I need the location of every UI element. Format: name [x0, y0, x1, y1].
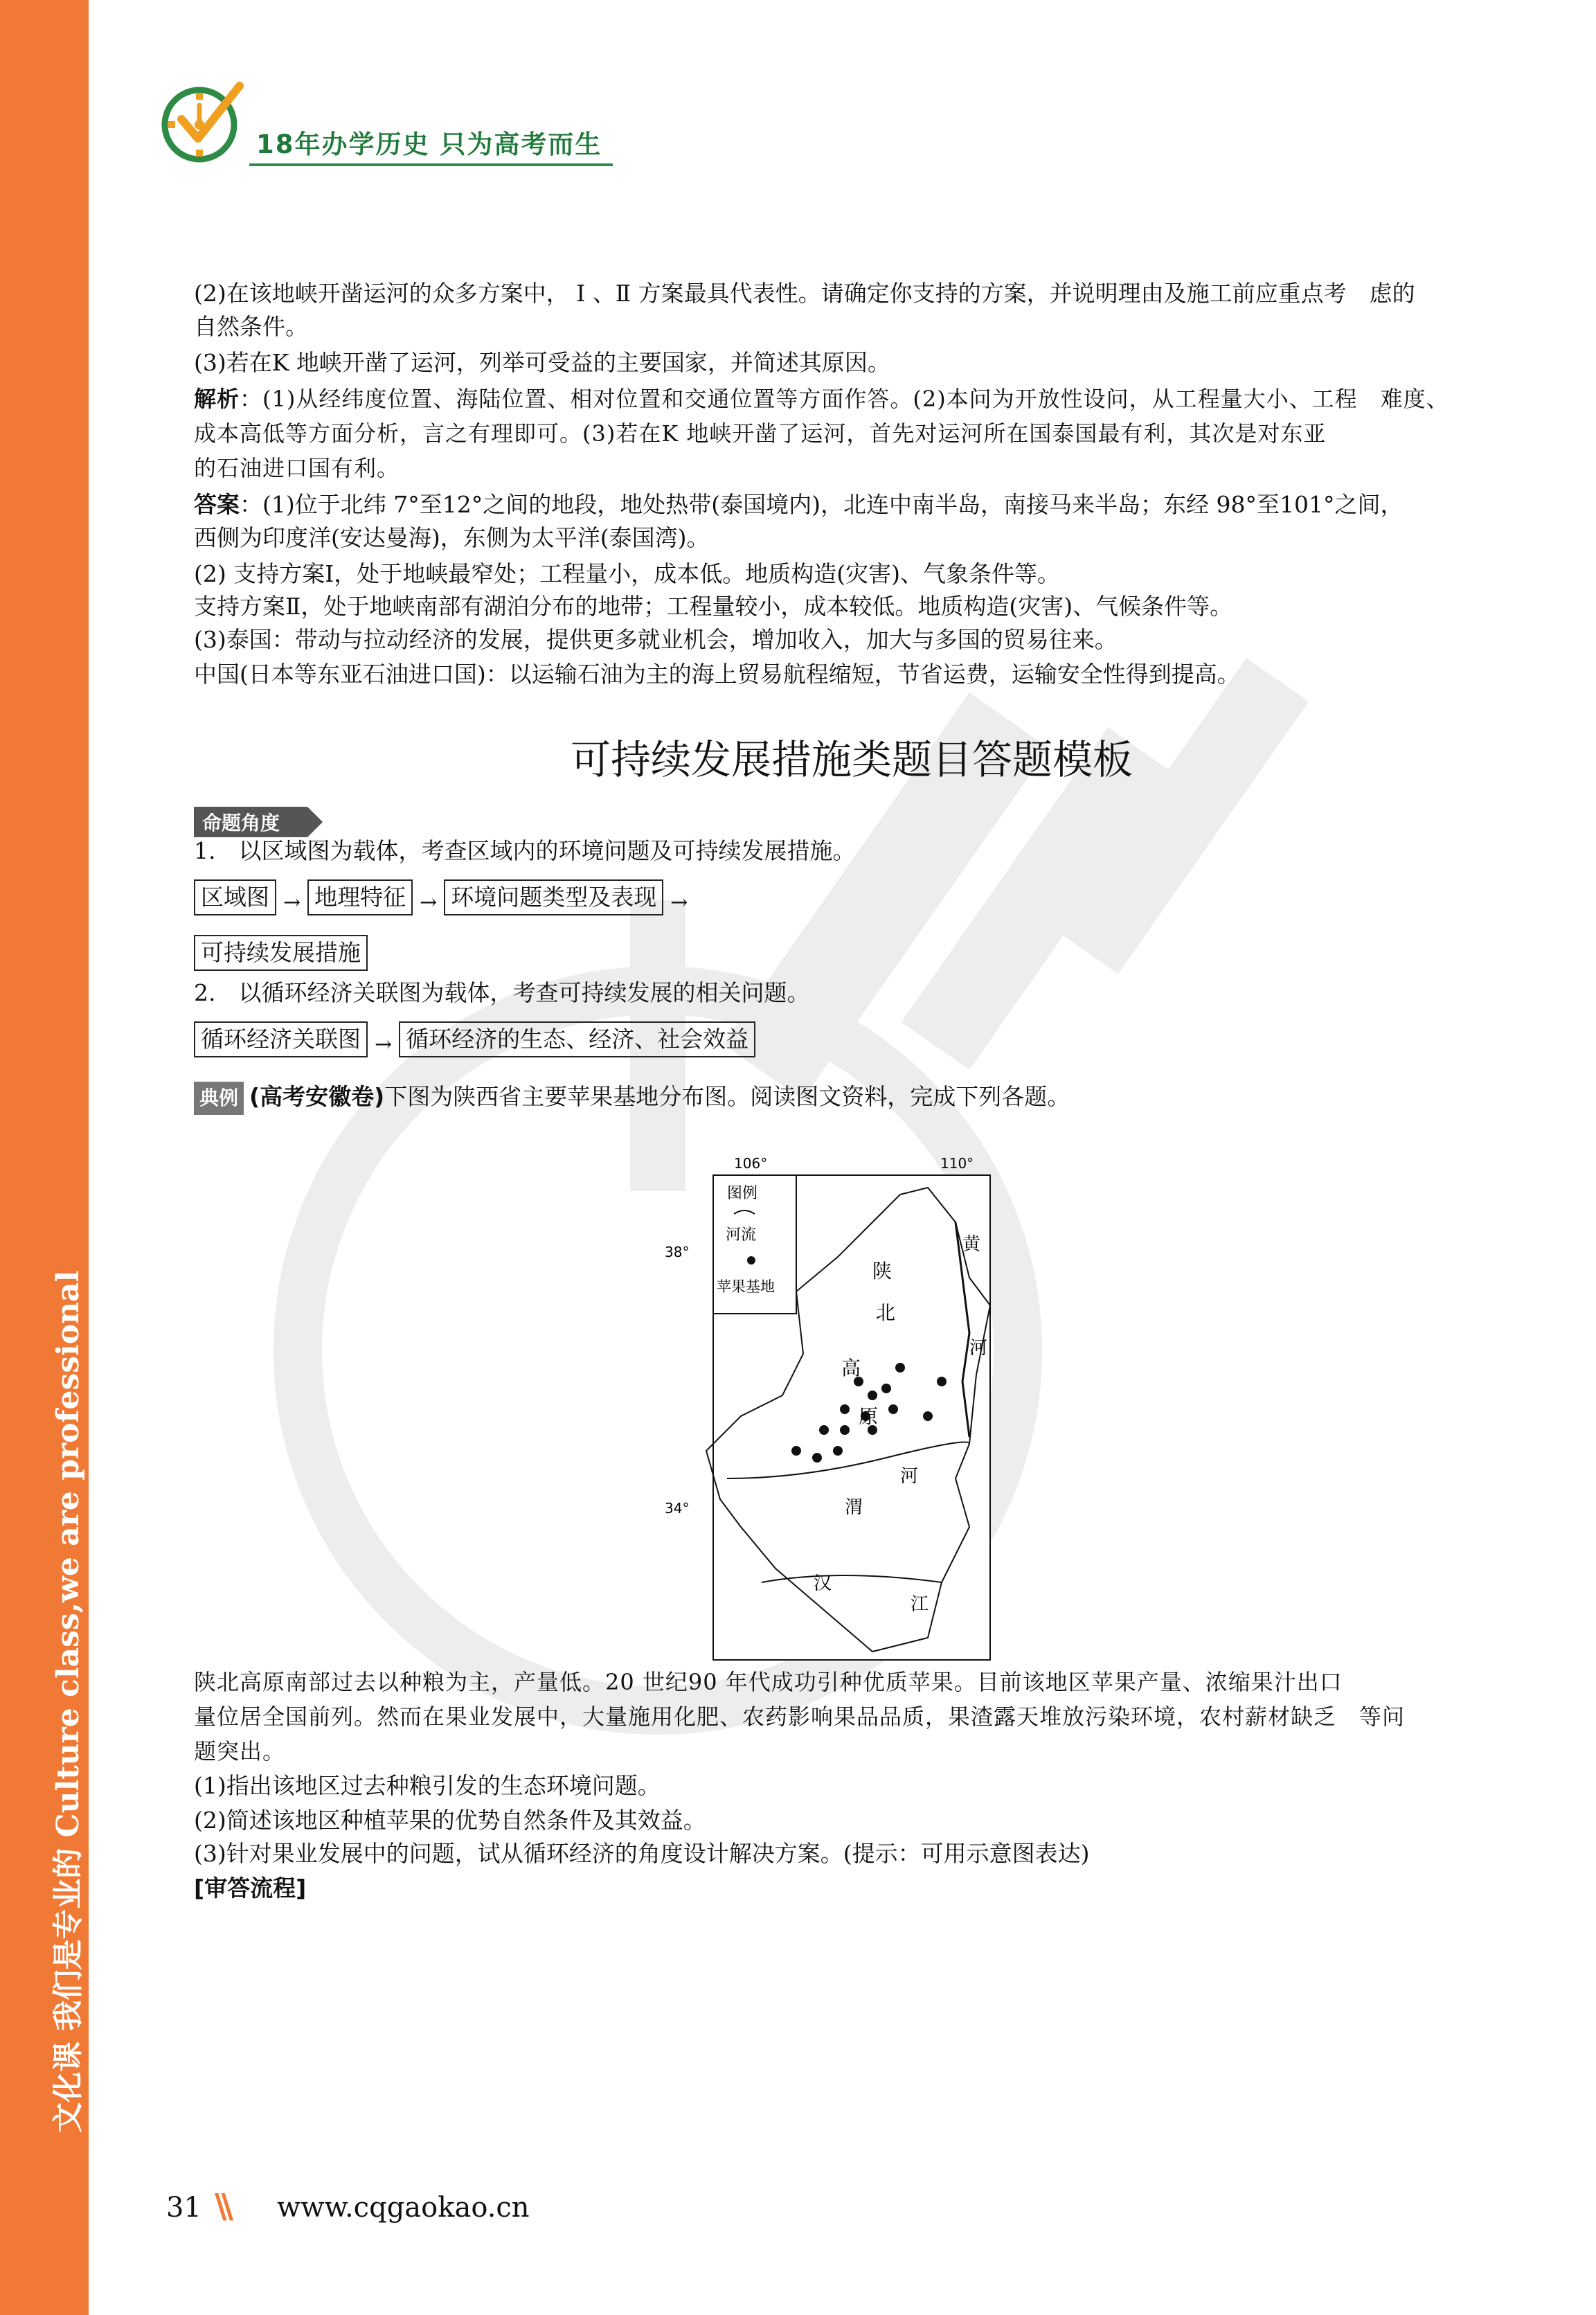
footer-url: www.cqgaokao.cn — [277, 2192, 530, 2224]
lon-label-110: 110° — [940, 1155, 974, 1172]
legend-river: 河流 — [726, 1226, 757, 1244]
example-q3: (3)针对果业发展中的问题，试从循环经济的角度设计解决方案。(提示：可用示意图表达) — [194, 1840, 1090, 1867]
topic-item-1: 1. 以区域图为载体，考查区域内的环境问题及可持续发展措施。 — [194, 837, 856, 864]
example-intro: 典例 (高考安徽卷)下图为陕西省主要苹果基地分布图。阅读图文资料，完成下列各题。 — [194, 1080, 1070, 1115]
legend-apple: 苹果基地 — [717, 1278, 775, 1295]
map-label-jiang: 江 — [911, 1594, 929, 1615]
shaanxi-apple-map — [665, 1153, 1025, 1669]
example-para-3: 题突出。 — [194, 1738, 286, 1764]
flow1-box-1: 区域图 — [194, 879, 276, 915]
map-label-gao: 高 — [841, 1357, 861, 1379]
question-3: (3)若在K 地峡开凿了运河，列举可受益的主要国家，并简述其原因。 — [194, 349, 890, 376]
analysis-label: 解析 — [194, 386, 240, 412]
question-2-cont: 自然条件。 — [194, 313, 308, 340]
page-number: 31 — [166, 2192, 201, 2224]
flow-arrow: → — [670, 890, 688, 915]
clock-check-logo-icon — [158, 78, 248, 168]
sidebar-slogan: 文化课 我们是专业的 Culture class,we are professional — [51, 1270, 86, 2133]
map-label-he1: 河 — [969, 1338, 988, 1359]
header-divider — [249, 163, 613, 166]
map-label-he2: 河 — [900, 1466, 919, 1487]
flow-1 — [194, 879, 694, 915]
analysis-line-1: 解析：(1)从经纬度位置、海陆位置、相对位置和交通位置等方面作答。(2)本问为开放性设问，从工程量大小、工程 难度、 — [194, 386, 1449, 412]
header-slogan: 18年办学历史 只为高考而生 — [256, 129, 602, 159]
lat-label-34: 34° — [665, 1500, 690, 1517]
example-para-2: 量位居全国前列。然而在果业发展中，大量施用化肥、农药影响果品品质，果渣露天堆放污染环境，农村薪材缺乏 等问 — [194, 1704, 1406, 1730]
lat-label-38: 38° — [665, 1244, 690, 1260]
flow1-box-4: 可持续发展措施 — [194, 935, 368, 971]
answer-line-2: 西侧为印度洋(安达曼海)，东侧为太平洋(泰国湾)。 — [194, 524, 710, 551]
example-tag: 典例 — [194, 1082, 244, 1115]
answer-line-3: (2) 支持方案Ⅰ，处于地峡最窄处；工程量小，成本低。地质构造(灾害)、气象条件等。 — [194, 560, 1061, 587]
example-source: (高考安徽卷) — [249, 1083, 385, 1110]
answer-line-4: 支持方案Ⅱ，处于地峡南部有湖泊分布的地带；工程量较小，成本较低。地质构造(灾害)、气候条件等。 — [194, 593, 1233, 620]
review-process: [审答流程] — [194, 1875, 307, 1902]
flow-1-cont — [194, 935, 368, 971]
topic-item-2: 2. 以循环经济关联图为载体，考查可持续发展的相关问题。 — [194, 979, 810, 1006]
flow1-box-3: 环境问题类型及表现 — [444, 879, 663, 915]
footer-slash-icon: \\ — [215, 2187, 228, 2226]
question-2: (2)在该地峡开凿运河的众多方案中， Ⅰ 、Ⅱ 方案最具代表性。请确定你支持的方案，并说明理由及施工前应重点考 虑的 — [194, 280, 1415, 307]
analysis-line-2: 成本高低等方面分析，言之有理即可。(3)若在K 地峡开凿了运河，首先对运河所在国泰国最有利，其次是对东亚 — [194, 420, 1327, 447]
topic-tag-wrap — [194, 807, 307, 837]
lon-label-106: 106° — [734, 1155, 768, 1172]
map-label-yuan: 原 — [859, 1405, 879, 1428]
example-q2: (2)简述该地区种植苹果的优势自然条件及其效益。 — [194, 1807, 706, 1834]
example-para-1: 陕北高原南部过去以种粮为主，产量低。20 世纪90 年代成功引种优质苹果。目前该地区苹果产量、浓缩果汁出口 — [194, 1669, 1343, 1695]
flow2-box-2: 循环经济的生态、经济、社会效益 — [399, 1021, 755, 1057]
sidebar-band — [0, 0, 89, 2315]
flow1-box-2: 地理特征 — [307, 879, 413, 915]
map-label-shan: 陕 — [872, 1260, 893, 1282]
flow2-box-1: 循环经济关联图 — [194, 1021, 368, 1057]
map-label-huang: 黄 — [962, 1234, 981, 1255]
example-q1: (1)指出该地区过去种粮引发的生态环境问题。 — [194, 1772, 661, 1799]
answer-line-6: 中国(日本等东亚石油进口国)：以运输石油为主的海上贸易航程缩短，节省运费，运输安全性得到提高。 — [194, 661, 1240, 688]
flow-arrow: → — [283, 890, 301, 915]
section-title: 可持续发展措施类题目答题模板 — [570, 736, 1133, 783]
flow-arrow: → — [420, 890, 438, 915]
flow-2 — [194, 1021, 755, 1057]
answer-line-1: 答案：(1)位于北纬 7°至12°之间的地段，地处热带(泰国境内)，北连中南半岛，南接马来半岛；东经 98°至101°之间， — [194, 491, 1404, 518]
flow-arrow: → — [375, 1032, 393, 1057]
analysis-line-3: 的石油进口国有利。 — [194, 455, 400, 481]
legend-title: 图例 — [727, 1185, 758, 1202]
map-label-wei: 渭 — [845, 1497, 863, 1518]
answer-line-5: (3)泰国：带动与拉动经济的发展，提供更多就业机会，增加收入，加大与多国的贸易往来。 — [194, 626, 1118, 653]
map-label-han: 汉 — [814, 1573, 832, 1594]
answer-label: 答案 — [194, 491, 240, 518]
map-label-bei: 北 — [876, 1301, 896, 1324]
topic-tag: 命题角度 — [194, 807, 307, 837]
